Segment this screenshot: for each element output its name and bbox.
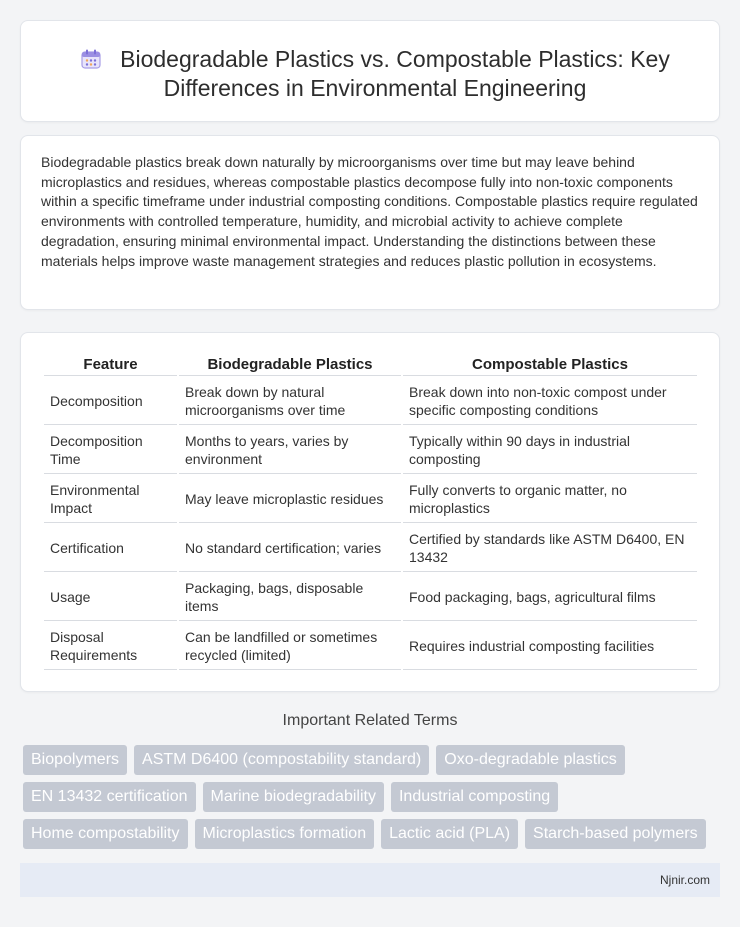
- table-row: [44, 574, 697, 621]
- footer-site-link[interactable]: Njnir.com: [659, 873, 710, 887]
- compostable-cell: Fully converts to organic matter, no microplastics: [403, 476, 697, 523]
- calendar-icon: [80, 48, 102, 70]
- table-row: [44, 427, 697, 474]
- comparison-table: [42, 350, 699, 672]
- related-term-tag[interactable]: Biopolymers: [23, 745, 127, 775]
- feature-cell: Decomposition Time: [44, 427, 177, 474]
- biodegradable-cell: Packaging, bags, disposable items: [179, 574, 401, 621]
- intro-paragraph: Biodegradable plastics break down naturally by microorganisms over time but may leave behind microplastics and residues, whereas compostable plastics decompose fully into non-toxic components within a specific timeframe under industrial composting conditions. Compostable plastics require regulated environments with controlled temperature, humidity, and microbial activity to achieve complete degradation, ensuring minimal environmental impact. Understanding the distinctions between these materials helps improve waste management strategies and reduces plastic pollution in ecosystems.: [41, 154, 698, 269]
- related-terms-heading: Important Related Terms: [282, 712, 458, 729]
- related-term-tag[interactable]: Home compostability: [23, 819, 188, 849]
- feature-cell: Certification: [44, 525, 177, 572]
- related-term-tag[interactable]: Microplastics formation: [195, 819, 375, 849]
- compostable-cell: Requires industrial composting facilities: [403, 623, 697, 670]
- page-title: Biodegradable Plastics vs. Compostable Plastics: Key Differences in Environmental Engineering: [120, 46, 670, 101]
- header-biodegradable: Biodegradable Plastics: [179, 352, 401, 376]
- tag-row: [23, 819, 723, 849]
- comparison-table-card: [20, 332, 720, 692]
- feature-cell: Environmental Impact: [44, 476, 177, 523]
- footer: [20, 863, 720, 897]
- related-term-tag[interactable]: ASTM D6400 (compostability standard): [134, 745, 429, 775]
- table-row: [44, 623, 697, 670]
- tag-row: [23, 782, 723, 812]
- page-title-container: [61, 45, 689, 103]
- intro-card: [20, 135, 720, 310]
- related-term-tag[interactable]: EN 13432 certification: [23, 782, 196, 812]
- compostable-cell: Food packaging, bags, agricultural films: [403, 574, 697, 621]
- related-term-tag[interactable]: Starch-based polymers: [525, 819, 706, 849]
- compostable-cell: Break down into non-toxic compost under specific composting conditions: [403, 378, 697, 425]
- related-term-tag[interactable]: Oxo-degradable plastics: [436, 745, 625, 775]
- biodegradable-cell: Break down by natural microorganisms over time: [179, 378, 401, 425]
- biodegradable-cell: No standard certification; varies: [179, 525, 401, 572]
- table-header-row: [44, 352, 697, 376]
- biodegradable-cell: Months to years, varies by environment: [179, 427, 401, 474]
- feature-cell: Decomposition: [44, 378, 177, 425]
- related-term-tag[interactable]: Lactic acid (PLA): [381, 819, 518, 849]
- table-row: [44, 525, 697, 572]
- feature-cell: Disposal Requirements: [44, 623, 177, 670]
- related-terms-tags: [23, 745, 723, 856]
- tag-row: [23, 745, 723, 775]
- compostable-cell: Certified by standards like ASTM D6400, EN 13432: [403, 525, 697, 572]
- related-term-tag[interactable]: Industrial composting: [391, 782, 558, 812]
- biodegradable-cell: Can be landfilled or sometimes recycled (limited): [179, 623, 401, 670]
- biodegradable-cell: May leave microplastic residues: [179, 476, 401, 523]
- header-feature: Feature: [44, 352, 177, 376]
- table-row: [44, 378, 697, 425]
- header-compostable: Compostable Plastics: [403, 352, 697, 376]
- table-row: [44, 476, 697, 523]
- title-card: [20, 20, 720, 122]
- feature-cell: Usage: [44, 574, 177, 621]
- compostable-cell: Typically within 90 days in industrial composting: [403, 427, 697, 474]
- related-term-tag[interactable]: Marine biodegradability: [203, 782, 384, 812]
